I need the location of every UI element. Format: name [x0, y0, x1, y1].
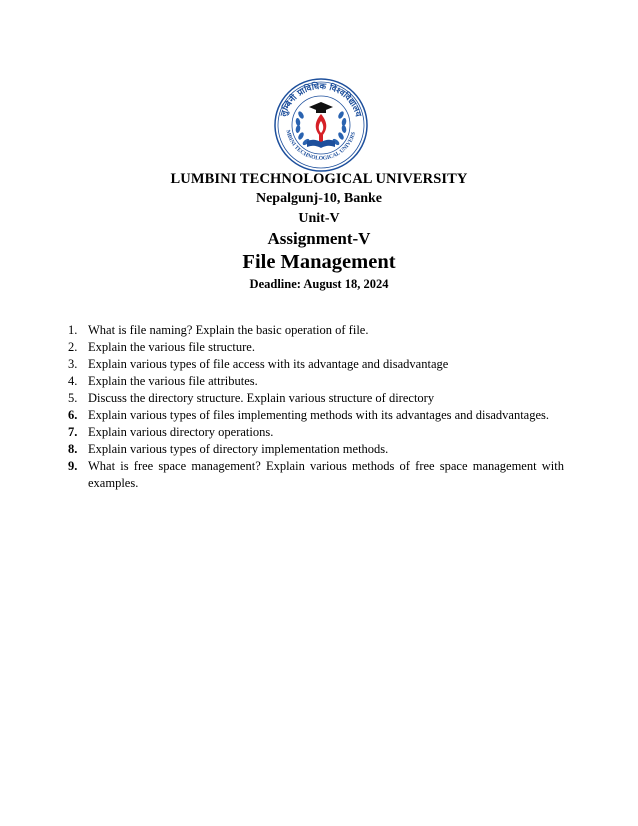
university-location: Nepalgunj-10, Banke: [255, 191, 383, 206]
question-number: 6.: [68, 408, 78, 422]
question-item: [68, 407, 564, 424]
question-text: Explain the various file structure.: [88, 340, 255, 354]
question-item: [68, 458, 564, 492]
deadline-text: Deadline: August 18, 2024: [249, 277, 389, 291]
question-item: [68, 339, 564, 356]
question-text: Discuss the directory structure. Explain various structure of directory: [88, 391, 435, 405]
assignment-label: Assignment-V: [267, 229, 371, 248]
question-number: 8.: [68, 442, 78, 456]
question-list: [68, 322, 564, 492]
question-number: 3.: [68, 357, 78, 371]
svg-text:लुम्बिनी प्राविधिक विश्वविद्या: लुम्बिनी प्राविधिक विश्वविद्यालय: [279, 81, 363, 118]
svg-text:LUMBINI TECHNOLOGICAL UNIVERSI: MBINI TECHNOLOGICAL UNIVERS: [284, 129, 358, 162]
document-title: File Management: [242, 251, 396, 273]
question-item: [68, 373, 564, 390]
question-text: What is free space management? Explain various methods of free space management with examples.: [88, 459, 564, 490]
question-number: 2.: [68, 340, 78, 354]
question-number: 9.: [68, 459, 78, 473]
university-seal-icon: [271, 77, 371, 173]
question-item: [68, 424, 564, 441]
question-text: Explain the various file attributes.: [88, 374, 258, 388]
question-number: 4.: [68, 374, 78, 388]
question-number: 7.: [68, 425, 78, 439]
question-item: [68, 356, 564, 373]
question-text: Explain various types of file access with its advantage and disadvantage: [88, 357, 449, 371]
question-text: Explain various types of files implementing methods with its advantages and disadvantages.: [88, 408, 550, 422]
question-item: [68, 390, 564, 407]
question-number: 5.: [68, 391, 78, 405]
question-text: What is file naming? Explain the basic operation of file.: [88, 323, 369, 337]
university-name: LUMBINI TECHNOLOGICAL UNIVERSITY: [170, 171, 468, 187]
question-text: Explain various types of directory implementation methods.: [88, 442, 389, 456]
question-item: [68, 441, 564, 458]
unit-label: Unit-V: [298, 211, 340, 226]
question-text: Explain various directory operations.: [88, 425, 274, 439]
question-item: [68, 322, 564, 339]
question-number: 1.: [68, 323, 78, 337]
